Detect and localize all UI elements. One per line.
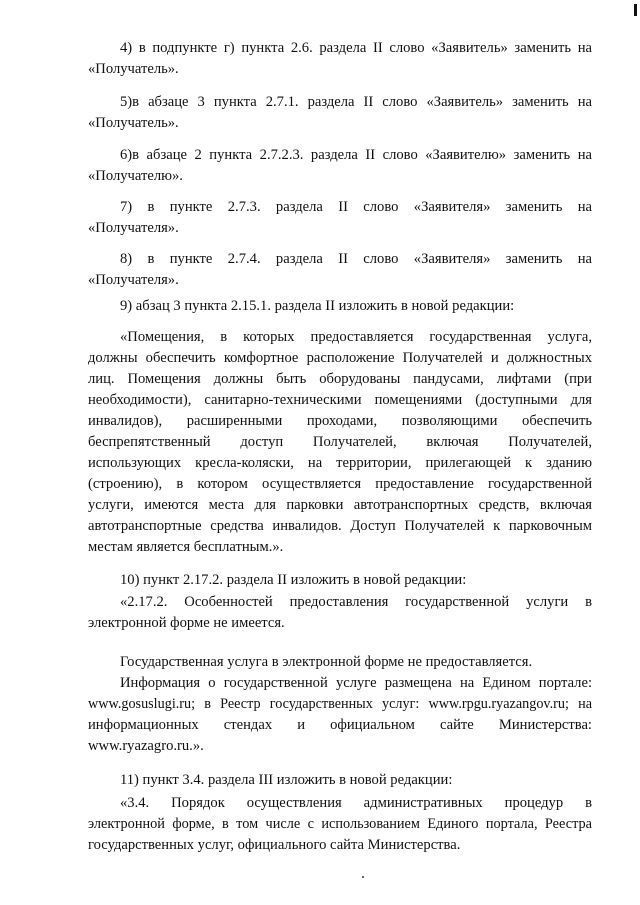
text-line: www.ryazagro.ru.». bbox=[88, 738, 204, 754]
text-line: услуги, имеются места для парковки автотранспортных средств, включая bbox=[88, 497, 592, 513]
text-line: «Помещения, в которых предоставляется государственная услуга, bbox=[120, 329, 592, 345]
text-line: «3.4. Порядок осуществления административных процедур в bbox=[120, 795, 592, 811]
paragraph-item-10 bbox=[88, 570, 592, 591]
text-line: 7) в пункте 2.7.3. раздела II слово «Заявителя» заменить на bbox=[120, 199, 592, 215]
paragraph-item-7 bbox=[88, 197, 592, 239]
text-line: лиц. Помещения должны быть оборудованы пандусами, лифтами (при bbox=[88, 371, 592, 387]
paragraph-quote-2-17-2 bbox=[88, 592, 592, 634]
text-line: 8) в пункте 2.7.4. раздела II слово «Заявителя» заменить на bbox=[120, 251, 592, 267]
text-line: www.gosuslugi.ru; в Реестр государственных услуг: www.rpgu.ryazangov.ru; на bbox=[88, 696, 592, 712]
paragraph-item-11 bbox=[88, 770, 592, 791]
text-line: электронной форме, в том числе с использованием Единого портала, Реестра bbox=[88, 816, 592, 832]
text-line: «Получатель». bbox=[88, 61, 179, 77]
text-line: 9) абзац 3 пункта 2.15.1. раздела II изложить в новой редакции: bbox=[120, 298, 515, 314]
text-line: информационных стендах и официальном сайте Министерства: bbox=[88, 717, 592, 733]
paragraph-quote-2-15-1 bbox=[88, 327, 592, 558]
text-line: автотранспортные средства инвалидов. Доступ Получателей к парковочным bbox=[88, 518, 592, 534]
scan-speck bbox=[362, 876, 364, 878]
text-line: инвалидов), расширенными проходами, позволяющими обеспечить bbox=[88, 413, 592, 429]
text-line: «2.17.2. Особенностей предоставления государственной услуги в bbox=[120, 594, 592, 610]
text-line: «Получателя». bbox=[88, 220, 179, 236]
text-line: беспрепятственный доступ Получателей, включая Получателей, bbox=[88, 434, 592, 450]
text-line: «Получатель». bbox=[88, 115, 179, 131]
text-line: 11) пункт 3.4. раздела III изложить в новой редакции: bbox=[120, 772, 453, 788]
text-line: использующих кресла-коляски, на территории, прилегающей к зданию bbox=[88, 455, 592, 471]
paragraph-information bbox=[88, 673, 592, 757]
paragraph-item-8 bbox=[88, 249, 592, 291]
paragraph-item-9 bbox=[88, 296, 592, 317]
page-edge-mark bbox=[634, 4, 637, 16]
text-line: (строению), в котором осуществляется предоставление государственной bbox=[88, 476, 592, 492]
text-line: 10) пункт 2.17.2. раздела II изложить в новой редакции: bbox=[120, 572, 467, 588]
paragraph-quote-3-4 bbox=[88, 793, 592, 856]
text-line: государственных услуг, официального сайта Министерства. bbox=[88, 837, 461, 853]
paragraph-item-6 bbox=[88, 145, 592, 187]
text-line: 6)в абзаце 2 пункта 2.7.2.3. раздела II слово «Заявителю» заменить на bbox=[120, 147, 592, 163]
text-line: необходимости), санитарно-техническими помещениями (доступными для bbox=[88, 392, 592, 408]
paragraph-electronic-form bbox=[88, 652, 592, 673]
text-line: местам является бесплатным.». bbox=[88, 539, 284, 555]
paragraph-item-4 bbox=[88, 38, 592, 80]
text-line: 5)в абзаце 3 пункта 2.7.1. раздела II слово «Заявитель» заменить на bbox=[120, 94, 592, 110]
paragraph-item-5 bbox=[88, 92, 592, 134]
text-line: электронной форме не имеется. bbox=[88, 615, 285, 631]
text-line: 4) в подпункте г) пункта 2.6. раздела II слово «Заявитель» заменить на bbox=[120, 40, 592, 56]
text-line: Государственная услуга в электронной форме не предоставляется. bbox=[120, 654, 533, 670]
text-line: «Получателю». bbox=[88, 168, 183, 184]
text-line: «Получателя». bbox=[88, 272, 179, 288]
text-line: Информация о государственной услуге размещена на Едином портале: bbox=[120, 675, 592, 691]
text-line: должны обеспечить комфортное расположение Получателей и должностных bbox=[88, 350, 592, 366]
